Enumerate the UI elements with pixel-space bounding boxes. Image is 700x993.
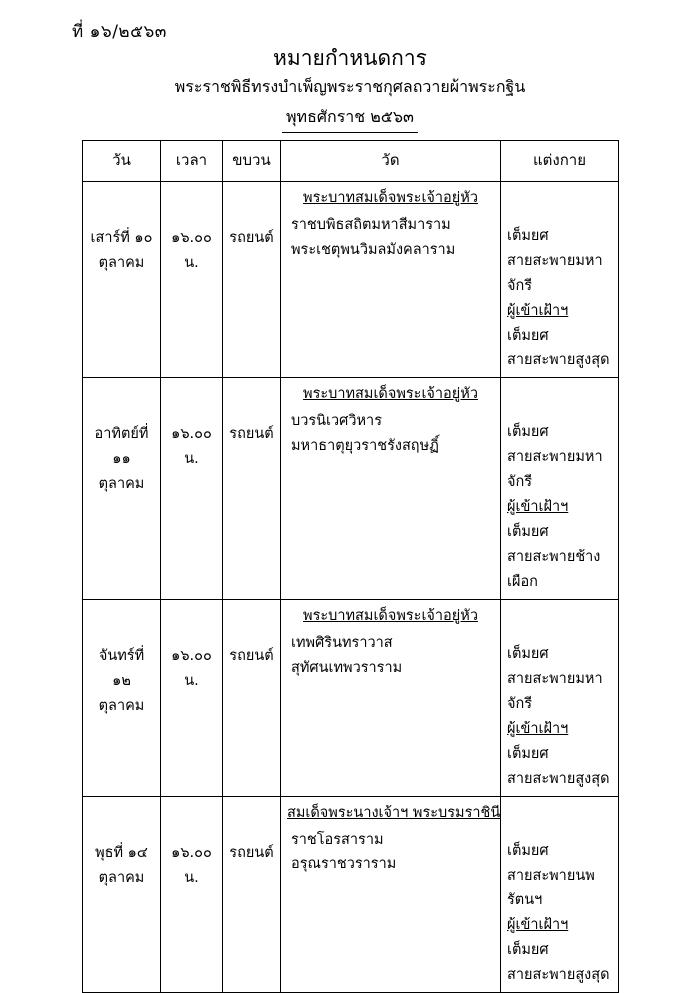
procession-value: รถยนต์: [229, 844, 274, 861]
dress-spacer: [507, 604, 612, 642]
dress-line: สายสะพายสูงสุด: [507, 352, 610, 369]
cell-dress-code: [501, 599, 619, 796]
temple-name: ราชบพิธสถิตมหาสีมาราม: [291, 216, 451, 233]
cell-time: [161, 378, 223, 600]
procession-value: รถยนต์: [229, 647, 274, 664]
day-line-secondary: ตุลาคม: [98, 254, 145, 271]
time-value: ๑๖.๐๐ น.: [171, 229, 212, 271]
dress-line: ผู้เข้าเฝ้าฯ เต็มยศ: [507, 302, 569, 344]
dress-line: สายสะพายนพรัตนฯ: [507, 867, 595, 909]
day-line-primary: เสาร์ที่ ๑๐: [90, 229, 153, 246]
cell-temple: [281, 796, 501, 993]
cell-procession: [223, 599, 281, 796]
temple-name: มหาธาตุยุวราชรังสฤษฏิ์: [291, 438, 439, 455]
dress-spacer: [507, 801, 612, 839]
day-line-primary: จันทร์ที่ ๑๒: [98, 647, 145, 689]
page-year: พุทธศักราช ๒๕๖๓: [282, 105, 418, 133]
time-value: ๑๖.๐๐ น.: [171, 647, 212, 689]
royal-personage-heading: พระบาทสมเด็จพระเจ้าอยู่หัว: [303, 386, 478, 403]
dress-attendee-label: ผู้เข้าเฝ้าฯ: [507, 720, 569, 737]
page-subtitle: พระราชพิธีทรงบำเพ็ญพระราชกุศลถวายผ้าพระกฐิน: [174, 77, 526, 97]
procession-value: รถยนต์: [229, 426, 274, 443]
schedule-table: [82, 140, 619, 993]
table-row: [83, 378, 619, 600]
document-number: ที่ ๑๖/๒๕๖๓: [72, 22, 167, 42]
cell-temple: [281, 599, 501, 796]
dress-attendee-label: ผู้เข้าเฝ้าฯ: [507, 302, 569, 319]
cell-dress-code: [501, 181, 619, 378]
dress-spacer: [507, 186, 612, 224]
cell-day: [83, 378, 161, 600]
title-block: [0, 44, 700, 133]
dress-line: สายสะพายมหาจักรี: [507, 449, 603, 491]
day-line-secondary: ตุลาคม: [98, 476, 145, 493]
cell-dress-code: [501, 378, 619, 600]
cell-dress-code: [501, 796, 619, 993]
cell-time: [161, 181, 223, 378]
cell-day: [83, 599, 161, 796]
day-line-primary: พุธที่ ๑๔: [95, 844, 148, 861]
dress-attendee-label: ผู้เข้าเฝ้าฯ: [507, 917, 569, 934]
dress-line: เต็มยศ: [507, 424, 549, 441]
column-header-dress: แต่งกาย: [501, 141, 619, 182]
temple-name: บวรนิเวศวิหาร: [291, 413, 382, 430]
cell-temple: [281, 181, 501, 378]
table-row: [83, 796, 619, 993]
temple-name: ราชโอรสาราม: [291, 831, 384, 848]
dress-line: สายสะพายสูงสุด: [507, 967, 610, 984]
table-header-row: [83, 141, 619, 182]
day-line-primary: อาทิตย์ที่ ๑๑: [94, 426, 149, 468]
royal-personage-heading: พระบาทสมเด็จพระเจ้าอยู่หัว: [303, 607, 478, 624]
temple-name: อรุณราชวราราม: [291, 856, 397, 873]
cell-procession: [223, 181, 281, 378]
cell-day: [83, 181, 161, 378]
cell-procession: [223, 796, 281, 993]
cell-day: [83, 796, 161, 993]
table-row: [83, 599, 619, 796]
dress-line: สายสะพายช้างเผือก: [507, 549, 601, 591]
dress-line: เต็มยศ: [507, 227, 549, 244]
table-body: [83, 181, 619, 992]
temple-name: พระเชตุพนวิมลมังคลาราม: [291, 241, 456, 258]
table-row: [83, 181, 619, 378]
dress-line: ผู้เข้าเฝ้าฯ เต็มยศ: [507, 720, 569, 762]
temple-name: เทพศิรินทราวาส: [291, 634, 393, 651]
cell-temple: [281, 378, 501, 600]
time-value: ๑๖.๐๐ น.: [171, 426, 212, 468]
royal-personage-heading: สมเด็จพระนางเจ้าฯ พระบรมราชินี: [287, 804, 501, 821]
column-header-time: เวลา: [161, 141, 223, 182]
column-header-temple: วัด: [281, 141, 501, 182]
procession-value: รถยนต์: [229, 229, 274, 246]
column-header-procession: ขบวน: [223, 141, 281, 182]
time-value: ๑๖.๐๐ น.: [171, 844, 212, 886]
page-title: หมายกำหนดการ: [273, 46, 427, 70]
cell-time: [161, 796, 223, 993]
day-line-secondary: ตุลาคม: [98, 697, 145, 714]
temple-name: สุทัศนเทพวราราม: [291, 659, 403, 676]
dress-line: สายสะพายสูงสุด: [507, 770, 610, 787]
royal-personage-heading: พระบาทสมเด็จพระเจ้าอยู่หัว: [303, 189, 478, 206]
dress-line: ผู้เข้าเฝ้าฯ เต็มยศ: [507, 917, 569, 959]
dress-line: ผู้เข้าเฝ้าฯ เต็มยศ: [507, 499, 569, 541]
dress-line: เต็มยศ: [507, 842, 549, 859]
column-header-day: วัน: [83, 141, 161, 182]
cell-time: [161, 599, 223, 796]
day-line-secondary: ตุลาคม: [98, 869, 145, 886]
dress-line: สายสะพายมหาจักรี: [507, 670, 603, 712]
dress-attendee-label: ผู้เข้าเฝ้าฯ: [507, 499, 569, 516]
cell-procession: [223, 378, 281, 600]
dress-line: สายสะพายมหาจักรี: [507, 252, 603, 294]
dress-line: เต็มยศ: [507, 645, 549, 662]
dress-spacer: [507, 382, 612, 420]
